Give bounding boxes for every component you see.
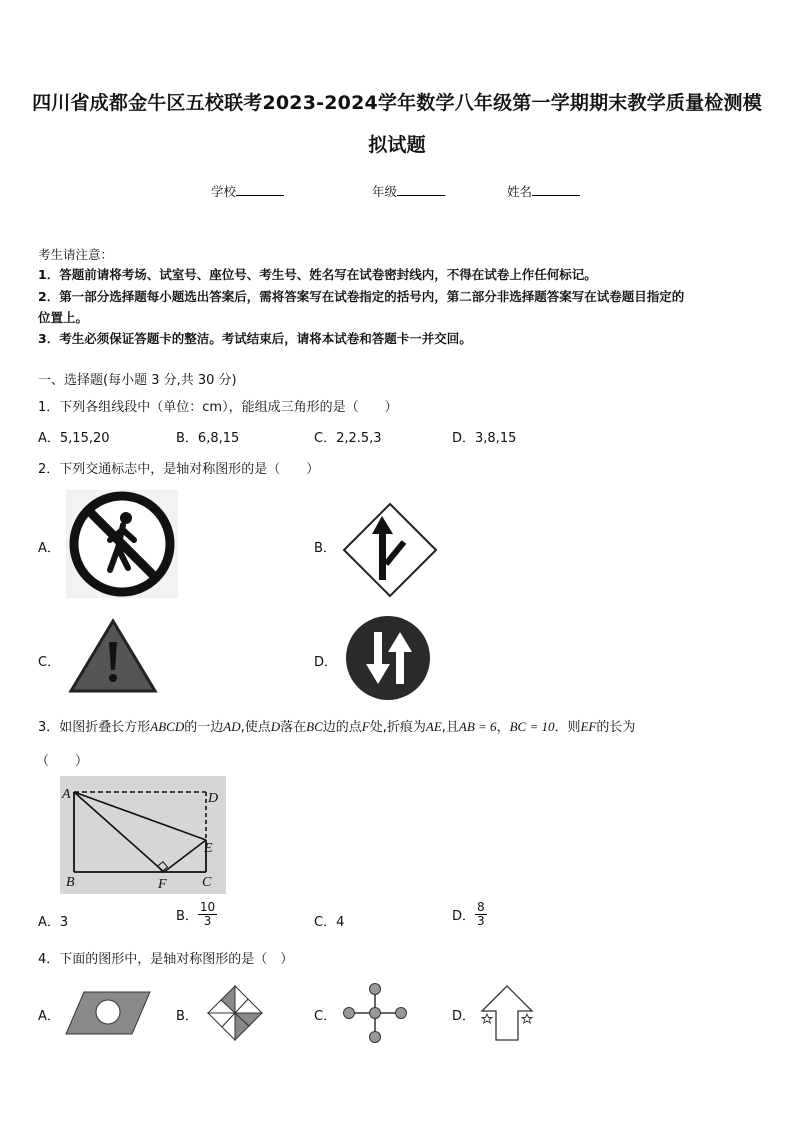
q2-label-c: C． bbox=[38, 655, 61, 670]
two-way-traffic-sign-icon bbox=[344, 614, 432, 702]
q3-fig-label-c: C bbox=[202, 875, 212, 890]
q3-math-ab: AB = 6 bbox=[458, 719, 497, 734]
q3-math-ef: EF bbox=[580, 719, 597, 734]
q3-fig-label-b: B bbox=[66, 875, 75, 890]
q2-label-b: B． bbox=[314, 541, 336, 556]
q2-label-a: A． bbox=[38, 541, 60, 556]
q2-label-d: D． bbox=[314, 655, 338, 670]
fraction-numerator: 10 bbox=[199, 900, 216, 914]
grade-blank bbox=[397, 184, 445, 196]
q3-answer-paren: （ ） bbox=[36, 754, 89, 769]
name-blank bbox=[532, 184, 580, 196]
q3-stem-text: 的一边 bbox=[184, 720, 224, 735]
pinwheel-icon bbox=[204, 984, 266, 1042]
notice-item-3: 3．考生必须保证答题卡的整洁。考试结束后，请将本试卷和答题卡一并交回。 bbox=[38, 331, 472, 346]
q4-label-d: D． bbox=[452, 1009, 476, 1024]
page-title-line1: 四川省成都金牛区五校联考2023-2024学年数学八年级第一学期期末教学质量检测模 bbox=[32, 92, 762, 114]
q3-math-f: F bbox=[361, 719, 370, 734]
fraction-numerator: 8 bbox=[477, 900, 485, 914]
page-title-line2: 拟试题 bbox=[368, 134, 426, 156]
q3-option-d-fraction bbox=[475, 901, 487, 928]
notice-item-2-cont: 位置上。 bbox=[38, 310, 89, 325]
notice-item-1: 1．答题前请将考场、试室号、座位号、考生号、姓名写在试卷密封线内，不得在试卷上作任何标记。 bbox=[38, 267, 597, 282]
q3-option-b-label: B． bbox=[176, 909, 198, 924]
q3-rectangle-fold-figure bbox=[60, 776, 226, 894]
cross-of-circles-icon bbox=[342, 982, 408, 1044]
q3-fig-label-a: A bbox=[62, 787, 71, 802]
q1-option-d: D．3,8,15 bbox=[452, 431, 517, 446]
q3-stem-text: ， bbox=[496, 720, 510, 735]
q4-label-b: B． bbox=[176, 1009, 198, 1024]
q4-label-c: C． bbox=[314, 1009, 337, 1024]
merge-lane-sign-icon bbox=[342, 502, 438, 598]
q3-stem-text: 的长为 bbox=[596, 720, 636, 735]
q3-fig-label-d: D bbox=[208, 791, 219, 806]
q3-fig-label-e: E bbox=[204, 841, 213, 856]
q3-option-b-fraction bbox=[198, 901, 217, 928]
q3-fig-label-f: F bbox=[158, 877, 167, 892]
q3-math-d: D bbox=[270, 719, 281, 734]
q3-stem bbox=[38, 716, 635, 735]
q3-math-bc: BC bbox=[306, 719, 323, 734]
q2-stem: 2．下列交通标志中，是轴对称图形的是（ ） bbox=[38, 462, 320, 477]
q3-stem-text: 边的点 bbox=[322, 720, 362, 735]
q3-stem-text: 落在 bbox=[280, 720, 307, 735]
school-blank bbox=[236, 184, 284, 196]
q3-math-bc-value: BC = 10 bbox=[509, 719, 555, 734]
arrow-with-stars-icon bbox=[478, 984, 536, 1042]
warning-sign-icon bbox=[68, 618, 158, 694]
grade-field bbox=[372, 182, 445, 200]
q3-stem-text: ,且 bbox=[441, 720, 459, 735]
section-heading: 一、选择题(每小题 3 分,共 30 分) bbox=[38, 373, 237, 388]
q3-stem-text: ．则 bbox=[554, 720, 581, 735]
no-pedestrian-sign-icon bbox=[66, 490, 178, 598]
fraction-denominator: 3 bbox=[477, 914, 485, 928]
q3-option-d-label: D． bbox=[452, 909, 476, 924]
q3-option-a: A．3 bbox=[38, 915, 69, 930]
q3-option-d bbox=[452, 901, 487, 928]
q4-label-a: A． bbox=[38, 1009, 60, 1024]
q3-stem-text: ,使点 bbox=[240, 720, 271, 735]
q3-math-abcd: ABCD bbox=[150, 719, 185, 734]
q3-option-c: C．4 bbox=[314, 915, 345, 930]
q1-option-c: C．2,2.5,3 bbox=[314, 431, 382, 446]
parallelogram-with-circle-icon bbox=[64, 990, 152, 1036]
q3-stem-text: 3．如图折叠长方形 bbox=[38, 720, 151, 735]
q3-math-ad: AD bbox=[223, 719, 241, 734]
name-field bbox=[507, 182, 580, 200]
q3-stem-text: 处,折痕为 bbox=[369, 720, 426, 735]
fraction-denominator: 3 bbox=[203, 914, 212, 928]
q4-stem: 4．下面的图形中，是轴对称图形的是（ ） bbox=[38, 952, 294, 967]
grade-label: 年级 bbox=[372, 184, 398, 199]
school-label: 学校 bbox=[211, 184, 237, 199]
notice-heading: 考生请注意： bbox=[38, 247, 114, 262]
q1-option-b: B．6,8,15 bbox=[176, 431, 240, 446]
q1-stem: 1．下列各组线段中（单位：cm），能组成三角形的是（ ） bbox=[38, 400, 398, 415]
q3-math-ae: AE bbox=[425, 719, 442, 734]
q3-option-b bbox=[176, 901, 217, 928]
notice-item-2: 2．第一部分选择题每小题选出答案后，需将答案写在试卷指定的括号内，第二部分非选择题答案写在试卷题目指定的 bbox=[38, 289, 685, 304]
school-field bbox=[211, 182, 284, 200]
q1-option-a: A．5,15,20 bbox=[38, 431, 110, 446]
name-label: 姓名 bbox=[507, 184, 533, 199]
